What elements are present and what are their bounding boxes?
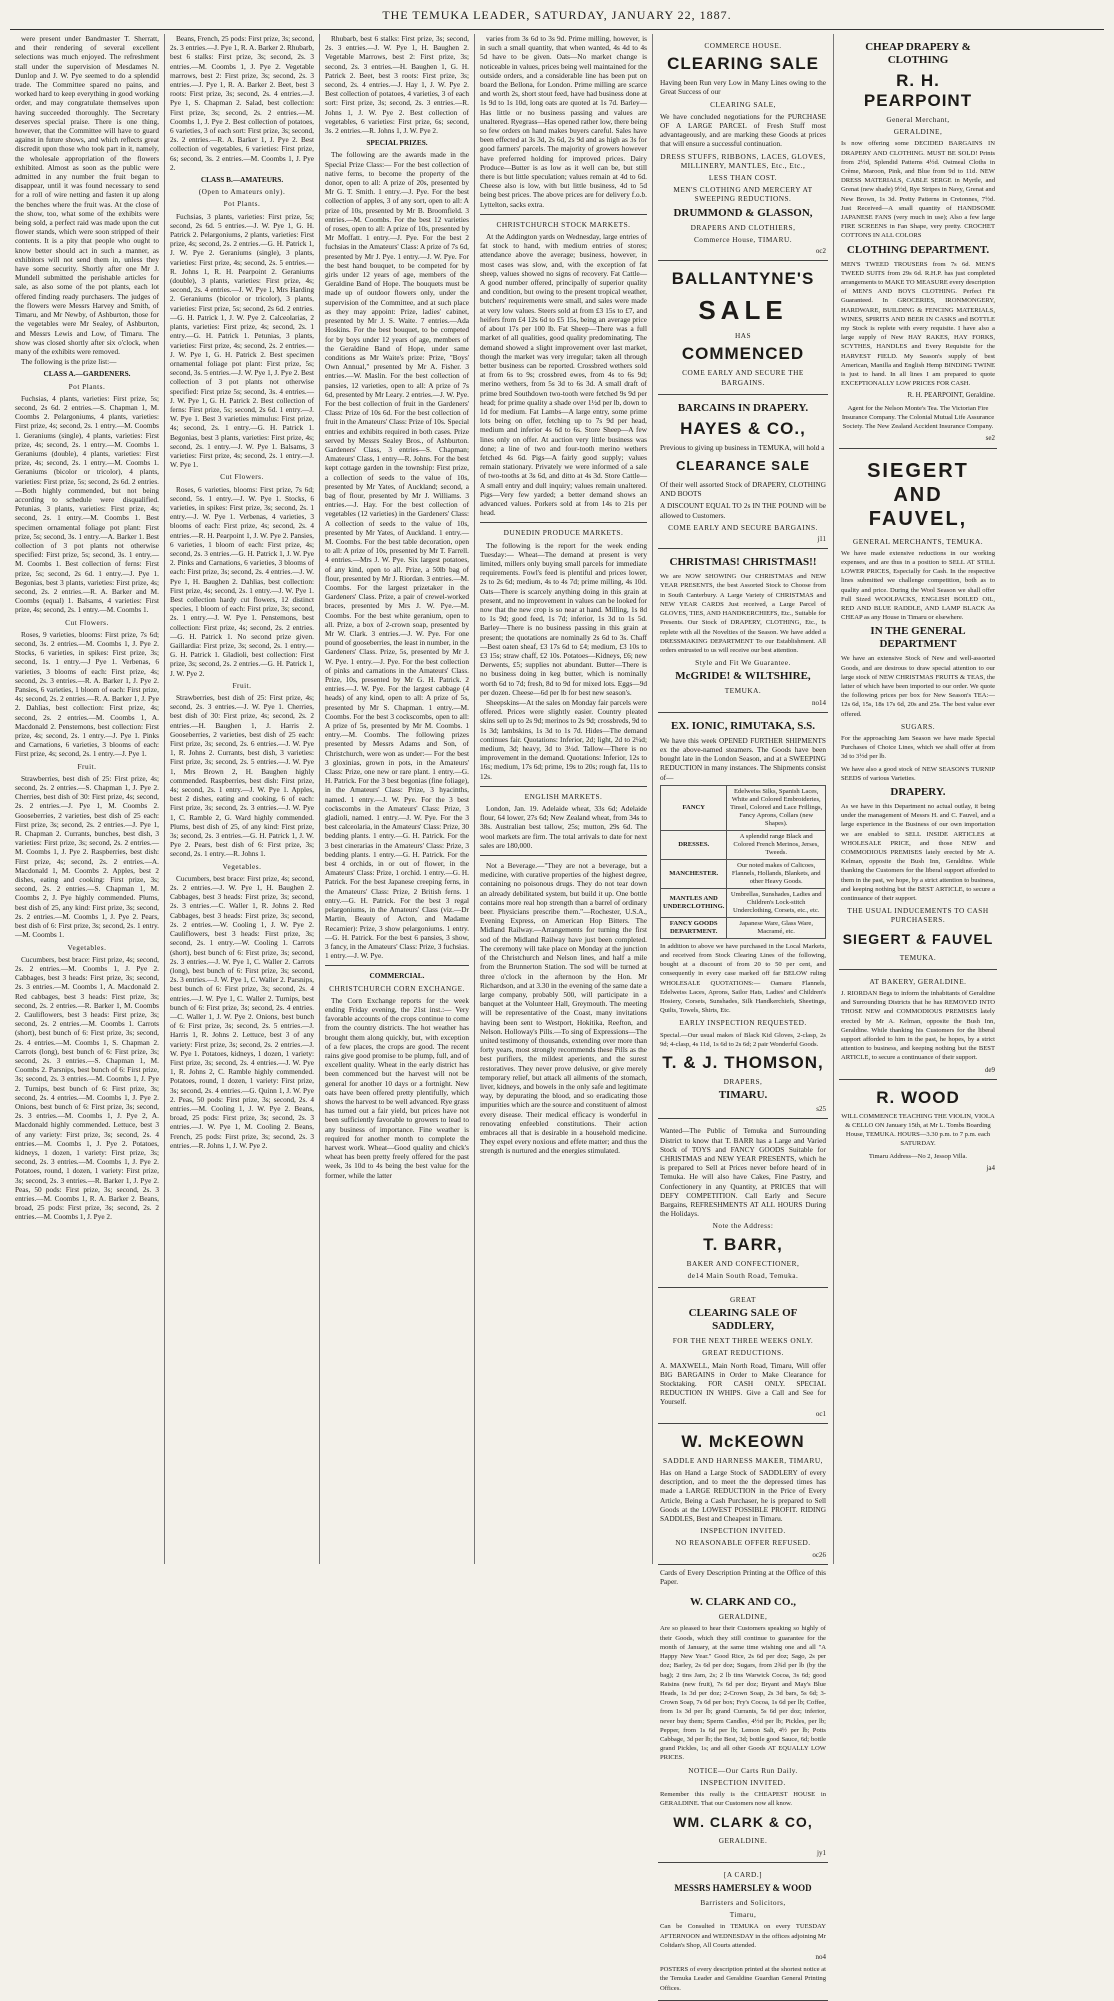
special-note: Special.—Our usual makes of Black Kid Gloves, 2-clasp, 2s 9d; 4-clasp, 4s 11d, 1s 6d to 2s 6d; 2 pair Wonderful Goods.: [660, 1031, 826, 1048]
inspection-invited: INSPECTION INVITED.: [700, 1777, 786, 1787]
ad-body: We have made extensive reductions in our working expenses, and are thus in a position to SELL AT STILL LOWER PRICES, Especially for Cash. In the respective lines submitted we challenge competition, both as to quality and price. During the Wool Season we shall offer Full Sized WOOLPACKS, ENGLISH BOILED OIL, RED AND BLUE RADDLE, AND LAMP BLACK As CHEAP as any House in Timaru or elsewhere.: [841, 549, 995, 622]
ad-body: Can be Consulted in TEMUKA on every TUESDAY AFTERNOON and WEDNESDAY in the offices adjoining Mr Coltdan's Shop, All Courts attended.: [660, 1923, 826, 1949]
wood-name: R. WOOD: [876, 1087, 960, 1107]
clearing-sale-headline: CLEARING SALE: [667, 54, 819, 74]
ad-body: Are so pleased to hear their Customers speaking so highly of their Goods, which they still continue to guarantee for the month of January, at the same time wishing one and all "A Happy New Year." Good Rice, 2s 6d per doz; Sago, 2s per doz; Barley, 2s 6d per doz; Sugars, from 2¾d per lb (by the bag); 2 tins Jam, 2s; 2 lb tins Warwick Cocoa, 3s 6d; good Raisins (new fruit), 7s 6d per doz; Bryant and May's Blue Heads, 1s 3d per doz; 2-Crown Soap, 2s 3d bars, 5s 6d; 3-Crown Soap, 7s 6d per box; Fry's Cocoa, 1s 6d per lb; Coffee, from 1s 3d per lb; grand Currants, 5s 6d per doz; inferior, never buy them; Sperm Candles, 4½d per lb; Pickles, per lb; Pepper, from 1s 6d per lb; Lemon Salt, 4½ per lb; Potts Cabbage, 3d per lb; the Best, 3d; bottle good Sauce, 6d; bottle grand Pickles, 1s; and all other Goods AT EQUALLY LOW PRICES.: [660, 1625, 826, 1762]
mckeown-name: W. McKEOWN: [681, 1431, 805, 1451]
early-inspection: EARLY INSPECTION REQUESTED.: [679, 1018, 807, 1028]
goods-row: [661, 785, 826, 830]
cards-notice: Cards of Every Description Printing at the Office of this Paper.: [660, 1567, 826, 1587]
goods-description: Our noted makes of Calicoes, Flannels, Hollands, Blankets, and other Heavy Goods.: [727, 859, 826, 888]
ballantyne-sale-ad: [658, 261, 828, 395]
come-early: COME EARLY AND SECURE BARGAINS.: [668, 522, 818, 532]
column-1: [10, 34, 165, 1564]
cheap-drapery: CHEAP DRAPERY & CLOTHING: [865, 41, 971, 66]
card-label: [A CARD.]: [723, 1869, 763, 1879]
mckeown-ad: [658, 1424, 828, 1565]
ad-body: Of their well assorted Stock of DRAPERY, CLOTHING AND BOOTS: [660, 480, 826, 499]
vegetables-heading: Vegetables.: [67, 942, 107, 952]
barr-name: T. BARR,: [703, 1234, 783, 1254]
prize-list: Fuchsias, 3 plants, varieties: First prize, 5s; second, 2s 6d. 5 entries.—J. W. Pye 1, G. H. Patrick 2. Pelargoniums, 2 plants, varieties: First prize, 4s; second, 2s. 2 entries.—G. H. Patrick 1, J. W. Pye 2. Geraniums (single), 3 plants, varieties: First prize, 4s; second, 2s. 5 entries.—R. Johns 1, R. H. Pearpoint 2. Geraniums (double), 3 plants, varieties: First prize, 4s; second, 2s. 4 entries.—J. W. Pye 1, Mrs Harding 2. Geraniums (bicolor or tricolor), 3 plants, varieties: First prize, 5s; second, 2s 6d. 2 entries.—G. H. Patrick 1, J. W. Pye 2. Calceolarias, 2 plants, varieties: First prize, 4s; second, 2s. 1 entry.—G. H. Patrick 1. Petunias, 3 plants, varieties: First prize, 4s; second, 2s. 2 entries.—J. W. Pye 1, G. H. Patrick 2. Best specimen ornamental foliage pot plant: First prize, 5s; second, 3s. 5 entries.—J. W. Pye 1, J. Pye 2. Best collection of 3 pot plants not otherwise specified: First prize 5s; second, 3s. 4 entries.—J. W. Pye 1, G. H. Patrick 2. Best collection of ferns: First prize, 5s; second, 2s 6d. 1 entry.—J. W. Pye 1. Best 3 varieties mimulus: First prize, 4s; second, 2s. 1 entry.—G. H. Patrick 1. Begonias, best 3 plants, varieties: First prize, 4s; second, 2s. 1 entry.—J. W. Pye 1. Balsams, 3 varieties: First prize, 4s; second, 2s. 1 entry.—J. W. Pye 1.: [170, 211, 314, 470]
thomson-ad: [658, 713, 828, 1120]
address: Timaru Address—No 2, Jessop Villa.: [868, 1152, 968, 1160]
ad-body: A DISCOUNT EQUAL TO 2s IN THE POUND will be allowed to Customers.: [660, 501, 826, 520]
barr-address: de14 Main South Road, Temuka.: [687, 1270, 799, 1280]
prize-list: Strawberries, best dish of 25: First prize, 4s; second, 2s. 2 entries.—S. Chapman 1, J. Pye 2. Cherries, best dish of 30: First prize, 4s; second, 2s. 2 entries.—J. Pye 1, M. Coombs 2. Gooseberries, 2 varieties, best dish of 25 each: First prize, 3s; second, 2s. 2 entries.—J. Pye 1, R. Chapman 2. Currants, bunches, best dish, 3 varieties: First prize, 3s; second, 2s. 2 entries.—M. Coombs 1, J. Pye 2. Raspberries, best dish: First prize, 4s; second, 2s. 2 entries.—A. Macdonald 1, M. Coombs 2. Apples, best 2 dishes, eating and cooking: First prize, 3s; second, 2s. 2 entries.—S. Chapman 1, M. Coombs 2, J. Pye highly commended. Plums, best dish of 25, any kind: First prize, 3s; second, 2s. 2 entries.—M. Coombs 1, J. Pye 2. Pears, best dish of 6: First prize, 3s; second, 2s. 1 entry.—M. Coombs 1.: [15, 773, 159, 940]
barr-ad: [658, 1119, 828, 1288]
prize-list: Strawberries, best dish of 25: First prize, 4s; second, 2s. 3 entries.—J. W. Pye 1. Cherries, best dish of 30: First prize, 4s; second, 2s. 2 entries.—H. Baughen 1, J. Harris 2. Gooseberries, 2 varieties, best dish of 25 each: First prize, 3s; second, 2s. 6 entries.—J. W. Pye 1, R. Johns 2. Currants, best dish, 3 varieties: First prize, 3s; second, 2s. 5 entries.—J. W. Pye 1, Mrs Brown 2, H. Baughen highly commended. Raspberries, best dish: First prize, 4s; second, 2s. 1 entry.—J. W. Pye 1. Apples, best 2 dishes, eating and cooking, 6 of each: First prize, 3s; second, 2s. 3 entries.—J. W. Pye 1, C. Ramble 2, G. Ward highly commended. Plums, best dish of 25, of any kind: First prize, 3s; second, 2s. 3 entries.—G. H. Patrick 1, J. W. Pye 2. Pears, best dish of 6: First prize, 3s; second, 2s. 1 entry.—R. Johns 1.: [170, 693, 314, 859]
barr-trade: BAKER AND CONFECTIONER,: [686, 1258, 800, 1268]
pearpoint-ad: [839, 34, 997, 449]
prize-intro: The following is the prize list:—: [21, 357, 117, 367]
goods-category: MANTLES AND UNDERCLOTHING.: [661, 888, 727, 917]
come-early: COME EARLY AND SECURE THE BARGAINS.: [682, 368, 804, 387]
divider: [480, 522, 647, 523]
fruit-heading: Fruit.: [77, 761, 97, 771]
town: TEMUKA.: [899, 952, 937, 962]
posters-notice: POSTERS of every description printed at the shortest notice at the Temuka Leader and Geraldine Guardian General Printing Offices.: [660, 1966, 826, 1992]
ad-body: Is now offering some DECIDED BARGAINS IN DRAPERY AND CLOTHING. MUST BE SOLD! Prints from 2½d, Splendid Patterns 4½d. Oatmeal Cloths in Crème, Maroon, Pink, and Blue from 9d to 11d. NEW DRESS MATERIALS, CABLE SERGE in Myrtle, and Grenat (new shade) 9½d, Rye Stripes in Navy, Grenat and New Brown, 1s 3d. Pretty Patterns in Cretonnes, 7½d. Just Received—A small quantity of HANDSOME JAPANESE FANS (very much in use); Also a few large FIRE SCREENS in Fan Shape, very pretty. CROCHET COTTONS IN ALL COLORS: [841, 140, 995, 240]
ad-body: Having been Run very Low in Many Lines owing to the Great Success of our: [660, 78, 826, 97]
stock-markets-heading: CHRISTCHURCH STOCK MARKETS.: [496, 219, 631, 229]
drummond-glasson: DRUMMOND & GLASSON,: [673, 206, 813, 219]
riordan-ad: [839, 970, 997, 1080]
prize-list: Roses, 9 varieties, blooms: First prize, 7s 6d; second, 3s. 2 entries.—M. Coombs 1, J. Pye 2. Stocks, 6 varieties, in spikes: First prize, 3s; second, 1s. 1 entry.—J Pye 1. Verbenas, 6 varieties, 3 blooms of each: First prize, 4s; second, 2s. 3 entries.—R. A. Barker 1, J. Pye 2. Pansies, 6 varieties, 1 bloom of each: First prize, 4s; second, 2s. 2 entries.—R. A. Barker 1, J. Pye 2. Dahlias, best collection: First prize, 4s; second, 2s. 2 entries.—M. Coombs 1, A. Macdonald 2. Penstemons, best collection: First prize, 4s; second, 2s. 1 entry.—J. Pye 1. Pinks and Carnations, 6 varieties, 3 blooms of each: First prize, 4s; second, 2s. 1 entry.—J. Pye 1.: [15, 629, 159, 759]
ad-code: jy1: [817, 1848, 826, 1857]
commerce-house-label: COMMERCE HOUSE.: [704, 41, 782, 50]
ad-body: Has on Hand a Large Stock of SADDLERY of every description, and to meet the the depressed times has made a LARGE REDUCTION in the Price of Every Article, Being a Cash Purchaser, he is prepared to Sell Goods at the LOWEST POSSIBLE PROFIT. RIDING SADDLES, Best and Cheapest in Timaru.: [660, 1468, 826, 1524]
clark-big-name: WM. CLARK & CO,: [673, 1814, 813, 1831]
cut-flowers-heading: Cut Flowers.: [220, 472, 264, 482]
ad-body: WILL COMMENCE TEACHING THE VIOLIN, VIOLA & CELLO ON January 15th, at Mr L. Tombs Boarding House, TEMUKA. HOURS—3.30 p.m. to 7 p.m. each SATURDAY.: [841, 1112, 995, 1148]
siegert-fauvel-name: SIEGERT AND FAUVEL,: [867, 459, 969, 530]
stock-markets-report: At the Addington yards on Wednesday, large entries of fat stock to hand, with medium entries of stores; attendance above the average; business, however, in most cases was slow, and, with the exception of fat sheep, values showed no signs of recovery. Fat Cattle—A good number offered, principally of superior quality and condition, but owing to the present tropical weather, butchers' requirements were small, and sales were made at very low values. Steers sold at from £3 15s to £7, and heifers from £4 12s 6d to £5 15s, being an average price of about 17s per 100 lb. Fat Sheep—There was a full market of all qualities, good quality predominating. The demand showed a slight improvement over last market, though the market was very irregular; taken all through better business can be reported. Crossbred wethers sold at from 6s to 9s; crossbred ewes, from 4s to 6s 9d; merino wethers, from 5s 3d to 6s 3d. A small draft of prime bred Southdown two-tooth were fetched 9s 9d per head; for prime quality a shade over 1½d per lb, down to 1d for medium. Fat Lambs—A large entry, some prime lots being on offer, fetching up to 7s 9d per head, medium and inferior 4s 6d to 6s. Store Sheep—A few lines only on offer. At auction very little business was done; a line of two and four-tooth merino wethers fetched 4s 6d. Pigs—A fairly good supply; values remain stationary. Privately we were informed of a sale of two-tooths at 3s 6d, and ditto at 4s 3d. Store Cattle—A small entry and dull inquiry; values remain unaltered. Pigs—Very few yarded; a better demand shows an advanced values. Porkers sold at from 14s to 21s per head.: [480, 232, 647, 518]
notice: NOTICE—Our Carts Run Daily.: [688, 1765, 798, 1775]
ad-body: MEN'S TWEED TROUSERS from 7s 6d. MEN'S TWEED SUITS from 29s 6d. R.H.P. has just completed arrangements to MAKE TO MEASURE every description of MEN'S AND BOYS CLOTHING. Perfect Fit Guaranteed. In GROCERIES, IRONMONGERY, HARDWARE, BUILDING & FENCING MATERIALS, WINES, SPIRITS AND BEER IN CASKS and BOTTLE my Stock is replete with every requisite. I have also a large supply of New HAY RAKES, HAY FORKS, SCYTHES, HANDLES and Every Requisite for the HARVEST FIELD. My Season's supply of best American, Manilla and English Hemp BINDING TWINE is just to hand. In all lines I am prepared to quote EXCEPTIONALLY LOW PRICES FOR CASH.: [841, 260, 995, 388]
bargains-heading: BARCAINS IN DRAPERY.: [677, 401, 809, 414]
ad-code: se2: [985, 434, 995, 443]
prize-list: Cucumbers, best brace: First prize, 4s; second, 2s. 2 entries.—J. W. Pye 1, H. Baughen 2. Cabbages, best 3 heads: First prize, 3s; second, 2s. 3 entries.—C. Waller 1, R. Johns 2. Red Cabbages, best 3 heads: First prize, 3s; second, 2s. 2 entries.—W. Cooling 1, J. W. Pye 2. Cauliflowers, best 3 heads: First prize, 3s; second, 2s. 1 entry.—W. Cooling 1. Carrots (short), best bunch of 6: First prize, 3s; second, 2s. 3 entries.—J. W. Pye 1, C. Waller 2. Carrots (long), best bunch of 6: First prize, 3s; second, 2s. 3 entries.—J. W. Pye 1, C. Waller 2. Parsnips, best bunch of 6: First prize, 3s; second, 2s. 4 entries.—J. W. Pye 1, C. Waller 2. Turnips, best bunch of 6: First prize, 3s; second, 2s. 4 entries.—C. Waller 1, J. W. Pye 2. Onions, best bunch of 6: First prize, 3s; second, 2s. 5 entries.—J. Harris 1, R. Johns 2. Lettuce, best 3 of any variety: First prize, 3s; second, 2s. 2 entries.—J. W. Pye 1. Potatoes, kidneys, 1 dozen, 1 variety: First prize, 3s; second, 2s. 4 entries.—J. W. Pye 1, R. Johns 2, C. Ramble highly commended. Potatoes, round, 1 dozen, 1 variety: First prize, 3s; second, 2s. 4 entries.—G. Quinn 1, J. W. Pye 2. Peas, 50 pods: First prize, 3s; second, 2s. 4 entries.—M. Cooling 1, J. W. Pye 2. Beans, broad, 25 pods: First prize, 3s; second, 2s. 3 entries.—J. W. Pye 1, M. Cooling 2. Beans, French, 25 pods: First prize, 3s; second, 2s. 3 entries.—R. Johns 1, J. W. Pye 2.: [170, 873, 314, 1150]
signature: R. H. PEARPOINT, Geraldine.: [907, 391, 995, 400]
great-reductions: GREAT REDUCTIONS.: [702, 1348, 784, 1358]
column-6: [834, 34, 1002, 1564]
fruit-heading: Fruit.: [232, 680, 252, 690]
siegert-fauvel-footer: SIEGERT & FAUVEL: [842, 930, 994, 947]
town: TEMUKA.: [724, 686, 762, 696]
class-b-note: (Open to Amateurs only).: [198, 187, 286, 197]
sale-word: SALE: [698, 295, 788, 326]
prize-list: Roses, 6 varieties, blooms: First prize, 7s 6d; second, 5s. 1 entry.—J. W. Pye 1. Stocks, 6 varieties, in spikes: First prize, 3s; second, 2s. 1 entry.—J. W. Pye 1. Verbenas, 4 varieties, 3 blooms of each: First prize, 4s; second, 2s. 4 entries.—R. H. Pearpoint 1, J. W. Pye 2. Pansies, 6 varieties, 1 bloom of each: First prize, 4s; second, 2s. 3 entries.—G. H. Patrick 1, J. W. Pye 2. Pinks and Carnations, 6 varieties, 3 blooms of each: First prize, 3s; second, 2s. 4 entries.—J. W. Pye 1, H. Baughen 2. Dahlias, best collection: First prize, 4s; second, 2s. 1 entry.—J. W. Pye 1. Best collection hardy cut flowers, 12 distinct species, 1 bloom of each: First prize, 3s; second, 2s. 1 entry.—J. W. Pye 1. Penstemons, best collection: First prize, 4s; second, 2s. 2 entries.—G. H. Patrick 1. No second prize given. Gaillardia: First prize, 3s; second, 2s. 1 entry.—G. H. Patrick 1. Gladioli, best collection: First prize, 3s; second, 2s. 2 entries.—G. H. Patrick 1, J. W. Pye 2.: [170, 484, 314, 678]
drapers-label: DRAPERS AND CLOTHIERS,: [690, 222, 796, 232]
clothing-dept: CLOTHING DEPARTMENT.: [846, 243, 990, 256]
column-4: [475, 34, 653, 1564]
column-3: [320, 34, 475, 1564]
miscellany: Not a Beverage.—"They are not a beverage, but a medicine, with curative properties of the highest degree, containing no poisonous drugs. They do not tear down an already debilitated system, but build it up. One bottle contains more real hop strength than a barrel of ordinary beer. Physicians prescribe them."—Rochester, U.S.A., Evening Express, on American Hop Bitters. The Midland Railway.—Arrangements for turning the first sod of the Midland Railway have just been completed. The ceremony will take place on Monday at the junction of the Christchurch and Nelson lines, and half a mile from the Brunnerton Station. The sod will be turned at three o'clock in the afternoon by the Hon. Mr Richardson, and at 3.30 in the evening of the same date a large company, probably 500, will participate in a banquet at the Volunteer Hall, Greymouth. The meeting will be representative of the Coast, many invitations having been sent to Westport, Hokitika, Reefton, and Nelson. Holloway's Pills.—To sing of Expressions—The united testimony of thousands, extending over more than forty years, most strongly recommends these Pills as the best purifiers, the mildest aperients, and the surest restoratives. They never prove delusive, or give merely temporary relief, but attack all ailments of the stomach, liver, kidneys, and bowels in the only safe and legitimate way, by depurating the blood, and so eradicating those impurities which are the source and constituent of almost every disease. Their medical efficacy is wonderful in renovating enfeebled constitutions. Their action embraces all that is desirable in a household medicine. They expel every noxious and effete matter; and thus the strength is nurtured and the energies stimulated.: [480, 861, 647, 1156]
mens-clothing: MEN'S CLOTHING AND MERCERY AT SWEEPING REDUCTIONS.: [673, 185, 813, 204]
mcbride-name: McGRIDE! & WILTSHIRE,: [675, 670, 811, 683]
ad-body: J. RIORDAN Begs to inform the inhabitants of Geraldine and Surrounding Districts that he has REMOVED INTO THOSE NEW and COMMODIOUS PREMISES lately erected by Mr A. Kelman, opposite the Bush Inn, Geraldine. While thanking his Customers for the liberal support afforded to him in the past, he hopes, by a strict attention to business, and keeping nothing but the BEST ARTICLE, to secure a continuance of their support.: [841, 990, 995, 1062]
pearpoint-name: R. H. PEARPOINT: [863, 71, 973, 110]
clark-name: W. CLARK AND CO.,: [690, 1596, 796, 1609]
town: GERALDINE,: [718, 1612, 768, 1622]
ad-body: A. MAXWELL, Main North Road, Timaru, Will offer BIG BARGAINS in Order to Make Clearance for Stocktaking. FOR CASH ONLY. SPECIAL REDUCTION IN WHIPS. Give a Call and See for Yourself.: [660, 1360, 826, 1407]
drapers-label: DRAPERS,: [723, 1076, 763, 1086]
ad-caps: CLEARING SALE,: [710, 99, 776, 109]
goods-row: [661, 830, 826, 859]
divider: [325, 965, 469, 966]
divider: [480, 214, 647, 215]
corn-exchange-heading: CHRISTCHURCH CORN EXCHANGE.: [329, 983, 465, 993]
general-merchants: GENERAL MERCHANTS, TEMUKA.: [852, 536, 984, 546]
great-label: GREAT: [729, 1295, 756, 1305]
mckeown-trade: SADDLE AND HARNESS MAKER, TIMARU,: [663, 1455, 823, 1465]
class-b-heading: CLASS B.—AMATEURS.: [200, 175, 284, 185]
siegert-fauvel-ad: [839, 449, 997, 970]
goods-description: Edelweiss Silks, Spanish Laces, White and Colored Embroideries, Tinsel, Colored and Lace Frillings, Fancy Aprons, Collars (new Shapes).: [727, 785, 826, 830]
thomson-name: T. & J. THOMSON,: [662, 1052, 824, 1072]
ad-body: As we have in this Department no actual outlay, it being under the management of Messrs H. and C. Fauvel, and a large experience in the Business of our own importation we are enabled to SELL INSIDE ARTICLES at WHOLESALE PRICE, and those NEW and COMMODIOUS PREMISES lately erected by Mr A. Kelman, opposite the Bush Inn, Geraldine. While thanking the Customers for the liberal support afforded to them in the past, we hope, by a strict attention to business, and keeping nothing but the BEST ARTICLE, to secure a continuance of their support.: [841, 802, 995, 902]
commenced-word: COMMENCED: [681, 344, 805, 364]
cut-flowers-heading: Cut Flowers.: [65, 617, 109, 627]
sugars-heading: SUGARS.: [900, 721, 936, 731]
ad-body: We have this week OPENED FURTHER SHIPMENTS ex the above-named steamers. The Goods have been bought late in the London Season, and at a SWEEPING REDUCTION in many instances. The Shipments consist of—: [660, 735, 826, 782]
goods-description: Japanese Ware, Glass Ware, Macramé, etc.: [727, 917, 826, 938]
corn-report-continued: varies from 3s 6d to 3s 9d. Prime milling, however, is in such a small quantity, that when wanted, 4s 4d to 4s 5d have to be given. Oats—No market change is noticeable in values, prices being well maintained for the outside orders, and a considerable line has been put on board the Bellona, for London. Prime milling are scarce and worth 2s, short stout feed, have had business done at 1s 9d to 1s 10d, long oats are quoted at 1s 7d. Barley—Has little or no business passing and values are unaltered. Ryegrass—Has opened rather low, there being so few orders on hand makes buyers careful. Sales have been effected at 3s 3d, 2s 6d, 2s 9d and as high as 3s for good farmers' parcels. The majority of growers however have preferred holding for improved prices. Dairy Produce—Butter is as low as it well can be, but still there is but little speculation; values remain at 4d to 6d. Cheese also is low, with but little business, 4d to 5d being best prices. The above prices are for delivery f.o.b. Lyttelton, sacks extra.: [480, 34, 647, 209]
drapery-heading: DRAPERY.: [890, 785, 946, 798]
less-than-cost: LESS THAN COST.: [708, 173, 778, 183]
english-markets-heading: ENGLISH MARKETS.: [524, 791, 603, 801]
wood-ad: [839, 1080, 997, 1177]
ex-ionic-headline: EX. IONIC, RIMUTAKA, S.S.: [670, 719, 816, 732]
ad-code: oc1: [815, 1409, 826, 1418]
ad-body: Previous to giving up business in TEMUKA, will hold a: [660, 442, 825, 452]
ad-body: Remember this really is the CHEAPEST HOUSE in GERALDINE. That our Customers now all know.: [660, 1790, 826, 1808]
town: GERALDINE,: [893, 127, 943, 137]
goods-category: FANCY: [661, 785, 727, 830]
agent-list: Agent for the Nelson Monte's Tea. The Victorian Fire Insurance Company. The Colonial Mutual Life Assurance Society. The New Zealand Accident Insurance Company.: [841, 404, 995, 431]
corn-exchange-report: The Corn Exchange reports for the week ending Friday evening, the 21st inst.:— Very favorable accounts of the crops continue to come from the country districts. The hot weather has brought them along quickly, but, with exception of a few places, the crops are good. The recent rains give good promise to be plump, full, and of excellent quality. Wheat in the early district has been commenced but the harvest will not be general for another 10 days or a fortnight. New oats have been offered pretty plentifully, which shows the harvest to be well advanced. Rye grass has turned out a fair yield, but prices have not been sufficiently favorable to growers to lead to any business of importance. Fine weather is required for another month to complete the harvest work. Wheat—Good quality and chick's wheat has been pretty freely offered for the past week, 3s 10d to 4s being the best value for the former, while the latter: [325, 995, 469, 1180]
divider: [480, 786, 647, 787]
address: Commerce House, TIMARU.: [693, 234, 793, 244]
ad-code: oc26: [812, 1550, 826, 1559]
ad-body: We have also a good stock of NEW SEASON'S TURNIP SEEDS of various Varieties.: [841, 765, 995, 782]
hamersley-firm: MESSRS HAMERSLEY & WOOD: [674, 1882, 812, 1893]
dress-list: DRESS STUFFS, RIBBONS, LACES, GLOVES, MILLINERY, MANTLES, Etc., Etc.,: [660, 151, 826, 170]
goods-row: [661, 888, 826, 917]
ad-code: no14: [812, 698, 826, 707]
next-weeks: FOR THE NEXT THREE WEEKS ONLY.: [672, 1336, 814, 1346]
pot-plants-heading: Pot Plants.: [68, 381, 106, 391]
note-address: Note the Address:: [712, 1221, 774, 1231]
goods-description: Umbrellas, Sunshades, Ladies and Children's Lock-stitch Underclothing, Corsets, etc., etc.: [727, 888, 826, 917]
style-guarantee: Style and Fit We Guarantee.: [695, 658, 791, 668]
ad-body: We have an extensive Stock of New and well-assorted Goods, and are desirous to draw special attention to our large stock of NEW CHRISTMAS FRUITS & TEAS, the latter of which have been imported to our order. We quote the following prices per box for New Season's TEA:— 12s 6d, 15s, 18s 17s 6d, 20s and 25s. The best value ever offered.: [841, 655, 995, 718]
vegetables-heading: Vegetables.: [222, 861, 262, 871]
goods-row: [661, 859, 826, 888]
christmas-heading: CHRISTMAS! CHRISTMAS!!: [669, 556, 817, 569]
hamersley-ad: [658, 1863, 828, 2001]
ad-body: We are NOW SHOWING Our CHRISTMAS and NEW YEAR PRESENTS, the best Assorted Stock to Choose from in South Canterbury. A Large Variety of CHRISTMAS and NEW YEAR CARDS Just received, a Large Parcel of GLOVES, TIES, AND HANDKERCHIEFS, Etc., Suitable for Presents. Our Stock of DRAPERY, CLOTHING, Etc., Is replete with all the Novelties of the Season. We have added a DRESSMAKING DEPARTMENT To our Establishment. All orders entrusted to us will receive our best attention.: [660, 573, 826, 654]
goods-category: DRESSES.: [661, 830, 727, 859]
prize-list: Rhubarb, best 6 stalks: First prize, 3s; second, 2s. 3 entries.—J. W. Pye 1, H. Baughen 2. Vegetable Marrows, best 2: First prize, 3s; second, 2s. 3 entries.—H. Baughen 1, G. H. Patrick 2. Beet, best 3 roots: First prize, 3s; second, 2s. 4 entries.—J. Hay 1, J. W. Pye 2. Best collection of potatoes, 4 varieties, 3 of each sort: First prize, 3s; second, 2s. 3 entries.—R. Johns 1, J. W. Pye 2. Best collection of vegetables, 6 varieties: First prize, 6s; second, 3s. 2 entries.—R. Johns 1, J. W. Pye 2.: [325, 34, 469, 136]
commercial-heading: COMMERCIAL.: [369, 971, 425, 981]
commerce-house-ad: [658, 34, 828, 261]
saddlery-headline: CLEARING SALE OF SADDLERY,: [688, 1307, 798, 1333]
goods-description: A splendid range Black and Colored French Merinos, Jerses, Tweeds.: [727, 830, 826, 859]
prize-list: Beans, French, 25 pods: First prize, 3s; second, 2s. 3 entries.—J. Pye 1, R. A. Barker 2. Rhubarb, best 6 stalks: First prize, 3s; second, 2s. 3 entries.—M. Coombs 1, J. Pye 2. Vegetable marrows, best 2: First prize, 3s; second, 2s. 3 entries.—J. Pye 1, R. A. Barker 2. Beet, best 3 roots: First prize, 3s; second, 2s. 4 entries.—J. Pye 1, S. Chapman 2. Salad, best collection: First prize, 3s; second, 2s. 2 entries.—M. Coombs 1, J. Pye 2. Best collection of potatoes, 6 varieties, 3 of each sort: First prize, 3s; second, 2s. 2 entries.—R. A. Barker 1, J. Pye 2. Best collection of vegetables, 6 varieties: First prize, 6s; second, 3s. 2 entries.—M. Coombs 1, J. Pye 2.: [170, 34, 315, 172]
ad-code: j11: [817, 535, 826, 544]
special-prizes-text: The following are the awards made in the Special Prize Class:— For the best collection of native ferns, to become the property of the donor, open to all: A prize of 20s, presented by Mr G. T. Smith. 1 entry.—J. Pye. For the best collection of apples, 3 of any sort, open to all: A prize of 10s, presented by Mr B. Broomfield. 3 entries.—M. Coombs. For the best 12 varieties of roses, open to all: A prize of 10s, presented by Mr Moffatt. 1 entry.—J. Pye. For the best 2 fuchsias in the Amateurs' Class: A prize of 7s 6d, presented by Mr J. Pye. 1 entry.—J. W. Pye. For the best hand bouquet, to be competed for by girls under 12 years of age, members of the Geraldine Band of Hope. The bouquets must be made up of outdoor flowers only, under the supervision of the Committee, and at such place as they may appoint: Prize, ladies' cabinet, presented by Mr J. S. Waite. 7 entries.—Ada Hoskins. For the best bouquet, to be competed for by boys under 12 years of age, members of the Geraldine Band of Hope, under same conditions as Mr Waite's prize: Prize, "Boys' Own Annual," presented by Mr A. Fisher. 3 entries.—W. Maslin. For the best collection of pansies, 12 varieties, open to all: A prize of 7s 6d, presented by Mr Leary. 2 entries.—J. W. Pye. For the best collection of fruit in the Gardeners' Class: Prize of 10s 6d. For the best collection of fruit in the Amateurs' Class: Prize of 10s. Special entries and exhibits required in both cases. Prize served by Messrs Sealey Bros., of Ashburton. Gardeners' Class, 3 entries—S. Chapman; Amateurs' Class, 1 entry—R. Johns. For the best kept cottage garden in the township: First prize, a collection of seeds to the value of 10s, presented by Mr Yates, of Auckland; second, a bag of flour, presented by Mr J. Williams. 3 entries.—J. Hay. For the best collection of vegetables (12 varieties) in the Gardeners' Class: A collection of seeds to the value of 10s, presented by Mr Yates, of Auckland. 1 entry.—M. Coombs. For the best table decoration, open to all: A prize of 10s, presented by Mr T. Farrell. 4 entries.—Mrs J. W. Pye. Six largest potatoes, of any kind, open to all. Prize, a 50lb bag of flour, presented by Mr J. Riordan. 3 entries.—M. Coombs. For the largest prizetaker in the Gardeners' Class. Prize, a pair of crewel-worked braces, presented by Mrs J. W. Pye.—M. Coombs. For the best white geranium, open to all. Prize, a box of 2-crown soap, presented by Mr W. Clark. 3 entries.—J. W. Pye. For one pound of gooseberries, the least in number, in the Gardeners' Class. Prize, 5s, presented by Mr J. W. Pye. 1 entry.—J. Pye. For the best collection of pinks and carnations in the Amateurs' Class. Prize, 10s, presented by Mr G. H. Patrick. 2 entries.—J. W. Pye. For the largest cabbage (4 heads) of any kind, open to all: A prize of 5s, presented by Mr S. Chapman. 1 entry.—M. Coombs. For the best 3 cockscombs, open to all: A prize of 5s, presented by Mr M. Coombs. 1 entry.—M. Coombs. The following prizes presented by Messrs Adams and Son, of Christchurch, were won as under:— For the best 3 gloxinias, grown in pots, in the Amateurs' Class: Prize, one new or rare plant. 1 entry.—G. H. Patrick. For the 3 best begonias (fine foliage), in the Amateurs' Class: Prize, 3 hyacinths, named. 1 entry.—J. W. Pye. For the 3 best cockscombs in the Amateurs' Class: Prize, 3 gladioli, named. 1 entry.—J. W. Pye. For the 3 best calceolaria, in the Amateurs' Class: Prize, 30 bedding plants. 1 entry.—G. H. Patrick. For the 3 best cinerarias in the Amateurs' Class: Prize, 3 bedding plants. 1 entry.—G. H. Patrick. For the best 4 orchids, in or out of flower, in the Amateurs' Class: Prize, 1 orchid. 1 entry.—G. H. Patrick. For the best Japanese creeping ferns, in the Amateurs' Class: Prize, 2 British ferns. 1 entry.—G. H. Patrick. For the best 3 regal pelargoniums, in the Amateurs' Class (viz.—Dr Martin, Beauty of Acton, and Madame Recamier): Prize, 3 show pelargoniums. 1 entry.—G. H. Patrick. For the best 6 pansies, 3 show, 3 fancy, in the Amateurs' Class: Prize, 3 fuchsias. 1 entry.—J. W. Pye.: [325, 150, 469, 961]
columns: [10, 34, 1104, 1992]
dunedin-report-2: Sheepskins—At the sales on Monday fair parcels were offered. Prices were slightly easier. Country pleated skins sell up to 2s 9d; merinos to 2s 9d; crossbreds, 9d to 1s 3d; lambskins, 1s 3d to 1s 7d. Hides—The demand continues fair. Quotations: Inferior, 2d; light, 2d to 2¼d; medium, 3d; heavy, 3d to 3¼d. Tallow—There is no improvement in the demand. Quotations: Inferior, 12s to 16s; medium, 17s 6d; prime, 19s to 20s; rough fat, 11s to 12s.: [480, 698, 647, 781]
ad-code: de9: [984, 1065, 995, 1074]
goods-row: [661, 917, 826, 938]
maxwell-ad: [658, 1288, 828, 1424]
masthead: THE TEMUKA LEADER, SATURDAY, JANUARY 22, 1887.: [10, 8, 1104, 30]
ad-body: For the approaching Jam Season we have made Special Purchases of Choice Lines, which we shall offer at from 3d to 3½d per lb.: [841, 734, 995, 761]
dunedin-report: The following is the report for the week ending Tuesday:— Wheat—The demand at present is very limited, millers only buying small parcels for immediate requirements. Fowl's feed is plentiful and prices lower, 2s to 2s 6d; medium, 4s to 4s 7d; prime milling, 4s 10d. Oats—There is scarcely anything doing in this grain at present, and no improvement in values can be looked for now that the new crop is so near at hand. Milling, 1s 8d to 1s 9d; good feed, 1s 7d; inferior, 1s 3d to 1s 5d. Barley—There is no business passing in this grain at present; the quotations are nominally 2s 6d to 3s. Chaff—Best oaten sheaf, £3 17s 6d to £4; medium, £3 10s to £3 15s; straw chaff, £2 10s. Potatoes—Kidneys, £6; new Derwents, £5; supplies not abundant. Butter—There is no business doing in keg butter, which is nominally worth 6d to 7d; fresh, 8d to 9d for mixed lots. Eggs—9d per dozen. Cheese—6d per lb for best new season's.: [480, 540, 647, 697]
ad-code: s25: [816, 1105, 826, 1114]
usual-inducements: THE USUAL INDUCEMENTS TO CASH PURCHASERS.: [847, 906, 989, 925]
ad-body: We have concluded negotiations for the PURCHASE OF A LARGE PARCEL of Fresh Stuff most advantageously, and are marking these Goods at prices that will ensure a successful continuation.: [660, 111, 826, 149]
clearance-sale: CLEARANCE SALE: [676, 458, 810, 474]
goods-category: FANCY GOODS DEPARTMENT.: [661, 917, 727, 938]
pot-plants-heading: Pot Plants.: [223, 199, 261, 209]
column-5: [653, 34, 834, 1992]
ad-code: ja4: [986, 1163, 995, 1172]
ad-body: Wanted—The Public of Temuka and Surrounding District to know that T. BARR has a Large and Varied Stock of TOYS and FANCY GOODS Suitable for CHRISTMAS and NEW YEAR PRESENTS, which he is prepared to Sell at Prices never before heard of in Temuka. He will also have Cakes, Fine Pastry, and Confectionery in any Quantity, at PRICES that will DEFY COMPETITION. Call Early and Secure Bargains, REFRESHMENTS AT ALL HOURS During the Holidays.: [660, 1126, 826, 1219]
ad-code: no4: [815, 1952, 826, 1961]
profession: Barristers and Solicitors,: [700, 1897, 786, 1907]
ad-body: In addition to above we have purchased in the Local Markets, and received from Stock Clearing Lines of the following, bought at a discount of from 20 to 50 per cent, and consequently in every case marked off far BELOW ruling WHOLESALE QUOTATIONS:— Oamaru Flannels, Edelweiss Laces, Aprons, Sailor Hats, Ladies' and Children's Hosiery, Corsets, Sunshades, Silk Handkerchiefs, Sheetings, Quilts, Towels, Shirts, Etc.: [660, 942, 826, 1015]
clark-ad: [658, 1589, 828, 1862]
ad-code: oc2: [815, 247, 826, 256]
prize-list: Cucumbers, best brace: First prize, 4s; second, 2s. 2 entries.—M. Coombs 1, J. Pye 2. Cabbages, best 3 heads: First prize, 3s; second, 2s. 3 entries.—M. Coombs 1, A. Macdonald 2. Red cabbages, best 3 heads: First prize, 3s; second, 2s. 2 entries.—R. Barker 1, M. Coombs 2. Cauliflowers, best 3 heads: First prize, 3s; second, 2s. 2 entries.—M. Coombs 1. Carrots (short), best bunch of 6: First prize, 3s; second, 2s. 4 entries.—M. Coombs 1, S. Chapman 2. Carrots (long), best bunch of 6: First prize, 3s; second, 2s. 3 entries.—S. Chapman 1, M. Coombs 2. Parsnips, best bunch of 6: First prize, 3s; second, 2s. 3 entries.—M. Coombs 1, J. Pye 2. Turnips, best bunch of 6: First prize, 3s; second, 2s. 4 entries.—M. Coombs 1, J. Pye 2. Onions, best bunch of 6: First prize, 3s; second, 2s. 3 entries.—M. Coombs 1, J. Pye 2, A. Macdonald highly commended. Lettuce, best 3 of any variety: First prize, 3s; second, 2s. 4 entries.—M. Coombs 1, J. Pye 2. Potatoes, kidneys, 1 dozen, 1 variety: First prize, 3s; second, 2s. 3 entries.—M. Coombs 1, J. Pye 2. Potatoes, round, 1 dozen, 1 variety: First prize, 3s; second, 2s. 3 entries.—R. Barker 1, J. Pye 2. Peas, 50 pods: First prize, 3s; second, 2s. 3 entries.—M. Coombs 1, R. A. Barker 2. Beans, broad, 25 pods: First prize, 3s; second, 2s. 2 entries.—M. Coombs 1, J. Pye 2.: [15, 954, 159, 1222]
goods-table: [660, 785, 826, 939]
no-offer-refused: NO REASONABLE OFFER REFUSED.: [675, 1538, 811, 1548]
class-a-heading: CLASS A.—GARDENERS.: [43, 369, 131, 379]
town: GERALDINE.: [718, 1836, 768, 1846]
show-report: were present under Bandmaster T. Sherratt, and their rendering of several excellent selections was much enjoyed. The refreshment stall under the supervision of Mesdames N. Dunlop and J. W. Pye seemed to do a splendid trade. The Committee spared no pains, and worked hard to keep everything in good working order, and may congratulate themselves upon having succeeded thoroughly. The Secretary deserves special praise. There is one thing, however, that the Committee will have to guard against in future shows, and which reflects great discredit upon those who took part in it, namely, the wholesale appropriation of the flowers exhibited. Almost as soon as the public were admitted in any number the fruit began to disappear, until it was found necessary to send for a roll of wire netting and fasten it up along the benches where the fruit was. At the close of the show, too, what some of the exhibits were being sold, a perfect raid was made upon the cut flower stands, which were soon stripped of their contents. It is a pity that people who ought to know better should act in such a manner, as exhibitors will not send them in, unless they have some security. Shortly after one Mr J. Mundell submitted the perishable articles for sale, as also some of the pot plants, each lot offered finding ready purchasers. The judges of the flowers were Messrs Harvey and Smith, of Timaru, and Mr Newby, of Ashburton, those for the vegetables were Mr Sealey, of Ashburton, and Messrs Lewis and Low, of Timaru. The show was closed shortly after six o'clock, when many of the exhibits were removed.: [15, 34, 159, 356]
ballantyne-name: BALLANTYNE'S: [671, 269, 815, 289]
town: Timaru,: [729, 1910, 757, 1920]
has-word: HAS: [734, 331, 752, 341]
special-prizes-heading: SPECIAL PRIZES.: [366, 138, 428, 148]
column-2: [165, 34, 320, 1564]
hayes-name: HAYES & CO.,: [680, 418, 806, 438]
inspection-invited: INSPECTION INVITED.: [700, 1526, 786, 1536]
hayes-ad: [658, 395, 828, 549]
dunedin-heading: DUNEDIN PRODUCE MARKETS.: [503, 528, 624, 538]
goods-category: MANCHESTER.: [661, 859, 727, 888]
bakery-heading: AT BAKERY, GERALDINE.: [869, 976, 967, 986]
general-merchant: General Merchant,: [886, 115, 950, 124]
general-dept: IN THE GENERAL DEPARTMENT: [870, 625, 966, 651]
divider: [480, 855, 647, 856]
english-markets-report: London, Jan. 19. Adelaide wheat, 33s 6d; Adelaide flour, 64 lower, 27s 6d; New Zealand wheat, from 34s to 38s. Australian best tallow, 25s; mutton, 29s 6d. The wool markets are firm. The total arrivals to date for next sales are 180,000.: [480, 804, 647, 850]
prize-list: Fuchsias, 4 plants, varieties: First prize, 5s; second, 2s 6d. 2 entries.—S. Chapman 1, M. Coombs 2. Pelargoniums, 4 plants, varieties: First prize, 4s; second, 2s. 1 entry.—M. Coombs 1. Geraniums (single), 4 plants, varieties: First prize, 4s; second, 2s. 1 entry.—M. Coombs 1. Geraniums (double), 4 plants, varieties: First prize, 4s; second, 2s. 1 entry.—M. Coombs 1. Geraniums (bicolor or tricolor), 4 plants, varieties: First prize, 5s; second, 2s 6d. 2 entries.—Both highly commended, but not being according to schedule were disqualified. Petunias, 3 plants, varieties: First prize, 4s; second, 2s. 1 entry.—M. Coombs 1. Best specimen ornamental foliage pot plant: First prize, 5s; second, 3s. 1 entry.—A. Barker 1. Best collection of 3 pot plants not otherwise specified: First prize, 5s; second, 3s. 1 entry.—M. Coombs 1. Best collection of ferns: First prize, 5s; second, 2s 6d. 1 entry.—J. Pye 1. Begonias, best 3 plants, varieties: First prize, 4s; second, 2s. 2 entries.—R. A. Barker and M. Coombs (equal) 1. Balsams, 4 varieties: First prize, 4s; second, 2s. 1 entry.—M. Coombs 1.: [15, 393, 159, 615]
town: TIMARU.: [718, 1089, 768, 1102]
christmas-ad: [658, 549, 828, 712]
